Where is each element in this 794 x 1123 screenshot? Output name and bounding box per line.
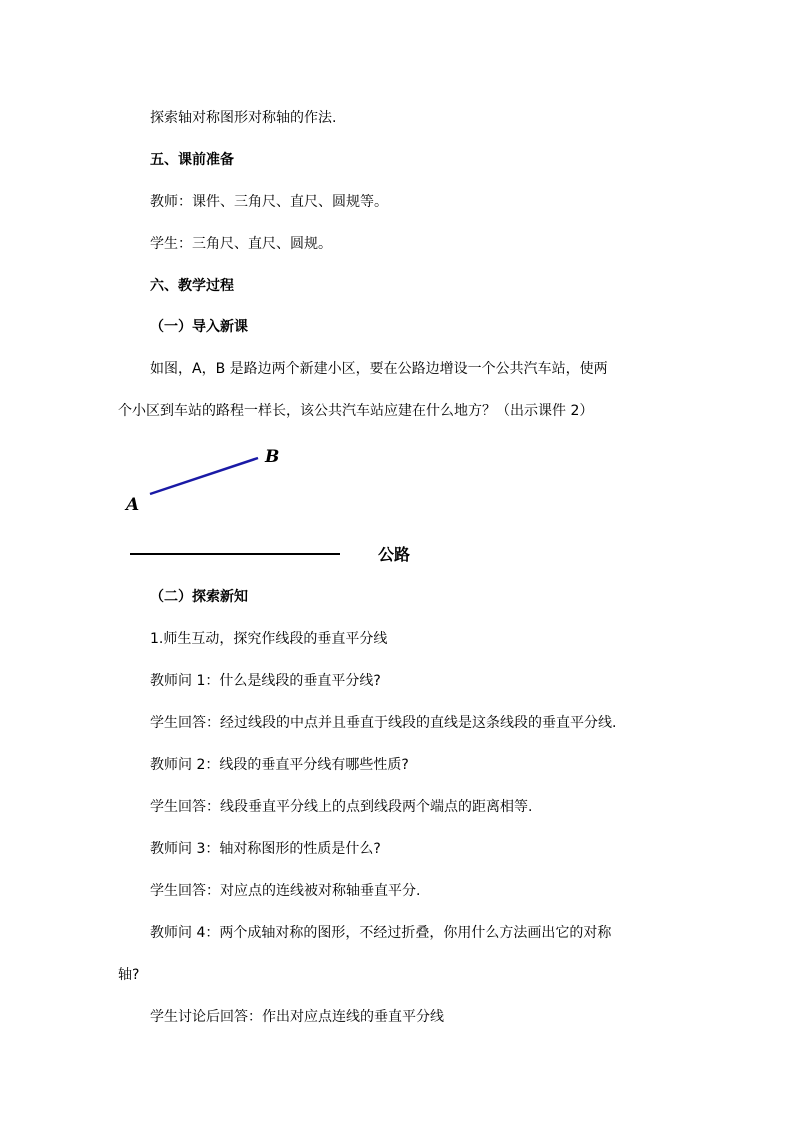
text-line: 学生：三角尺、直尺、圆规。 bbox=[150, 236, 332, 252]
section-heading: 五、课前准备 bbox=[150, 152, 234, 168]
text-line: 教师：课件、三角尺、直尺、圆规等。 bbox=[150, 194, 388, 210]
text-line: 教师问 3：轴对称图形的性质是什么? bbox=[150, 841, 381, 857]
text-line: 学生回答：对应点的连线被对称轴垂直平分. bbox=[150, 883, 421, 899]
text-line: 如图，A，B 是路边两个新建小区，要在公路边增设一个公共汽车站，使两 bbox=[150, 361, 608, 377]
subsection-heading: （一）导入新课 bbox=[150, 319, 248, 335]
text-line: 学生讨论后回答：作出对应点连线的垂直平分线 bbox=[150, 1009, 444, 1025]
text-line: 教师问 1：什么是线段的垂直平分线? bbox=[150, 673, 381, 689]
point-b-label: B bbox=[265, 447, 280, 467]
road-figure bbox=[110, 438, 430, 578]
text-line: 教师问 4：两个成轴对称的图形，不经过折叠，你用什么方法画出它的对称 bbox=[150, 925, 612, 941]
text-line: 探索轴对称图形对称轴的作法. bbox=[150, 110, 337, 126]
text-line: 1.师生互动，探究作线段的垂直平分线 bbox=[150, 631, 388, 647]
text-line: 教师问 2：线段的垂直平分线有哪些性质? bbox=[150, 757, 409, 773]
text-line: 学生回答：经过线段的中点并且垂直于线段的直线是这条线段的垂直平分线. bbox=[150, 715, 617, 731]
point-a-label: A bbox=[126, 495, 140, 515]
text-line: 个小区到车站的路程一样长，该公共汽车站应建在什么地方？（出示课件 2） bbox=[118, 403, 594, 419]
section-heading: 六、教学过程 bbox=[150, 278, 234, 294]
text-line: 学生回答：线段垂直平分线上的点到线段两个端点的距离相等. bbox=[150, 799, 533, 815]
road-label: 公路 bbox=[378, 545, 411, 564]
subsection-heading: （二）探索新知 bbox=[150, 589, 248, 605]
text-line: 轴? bbox=[118, 967, 140, 983]
segment-ab bbox=[150, 458, 258, 494]
